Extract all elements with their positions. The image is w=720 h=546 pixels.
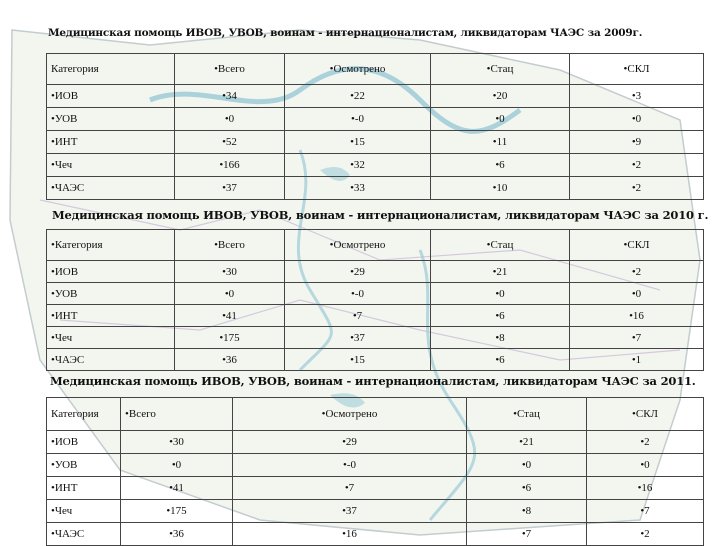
header-examined: •Осмотрено	[285, 54, 431, 85]
cell-examined: •29	[285, 261, 431, 283]
table-row	[47, 431, 704, 454]
cell-examined: •15	[285, 131, 431, 154]
header-examined: •Осмотрено	[233, 398, 467, 431]
title-2009: Медицинская помощь ИВОВ, УВОВ, воинам - интернационалистам, ликвидаторам ЧАЭС за 2009г.	[48, 27, 643, 39]
table-row	[47, 108, 704, 131]
cell-total: •36	[121, 523, 233, 546]
cell-examined: •16	[233, 523, 467, 546]
cell-category: •ИНТ	[47, 477, 121, 500]
title-2011: Медицинская помощь ИВОВ, УВОВ, воинам - интернационалистам, ликвидаторам ЧАЭС за 2011.	[50, 374, 696, 388]
cell-category: •ИНТ	[47, 305, 175, 327]
header-skl: •СКЛ	[570, 54, 704, 85]
cell-category: •УОВ	[47, 454, 121, 477]
cell-skl: •7	[587, 500, 704, 523]
cell-inpatient: •6	[431, 154, 570, 177]
table-row	[47, 283, 704, 305]
cell-total: •30	[175, 261, 285, 283]
header-category: Категория	[47, 398, 121, 431]
header-inpatient: •Стац	[431, 54, 570, 85]
cell-inpatient: •6	[467, 477, 587, 500]
table-row	[47, 327, 704, 349]
cell-total: •30	[121, 431, 233, 454]
cell-inpatient: •21	[431, 261, 570, 283]
header-examined: •Осмотрено	[285, 230, 431, 261]
cell-inpatient: •11	[431, 131, 570, 154]
table-row	[47, 454, 704, 477]
cell-skl: •2	[570, 261, 704, 283]
table-2010	[46, 229, 704, 371]
cell-skl: •0	[570, 283, 704, 305]
cell-category: •Чеч	[47, 327, 175, 349]
cell-category: •УОВ	[47, 283, 175, 305]
header-skl: •СКЛ	[570, 230, 704, 261]
cell-total: •41	[121, 477, 233, 500]
table-row	[47, 154, 704, 177]
table-row	[47, 349, 704, 371]
cell-category: •Чеч	[47, 154, 175, 177]
cell-skl: •1	[570, 349, 704, 371]
cell-skl: •2	[587, 431, 704, 454]
cell-total: •41	[175, 305, 285, 327]
cell-inpatient: •21	[467, 431, 587, 454]
cell-examined: •33	[285, 177, 431, 200]
cell-examined: •-0	[285, 108, 431, 131]
cell-skl: •2	[570, 177, 704, 200]
cell-skl: •0	[570, 108, 704, 131]
cell-inpatient: •20	[431, 85, 570, 108]
cell-category: •ЧАЭС	[47, 523, 121, 546]
table-row	[47, 261, 704, 283]
header-total: •Всего	[121, 398, 233, 431]
cell-total: •36	[175, 349, 285, 371]
cell-category: •ИОВ	[47, 261, 175, 283]
cell-skl: •9	[570, 131, 704, 154]
cell-total: •0	[175, 108, 285, 131]
cell-skl: •7	[570, 327, 704, 349]
table-2011	[46, 397, 704, 546]
table-row	[47, 500, 704, 523]
cell-examined: •-0	[285, 283, 431, 305]
cell-inpatient: •0	[467, 454, 587, 477]
cell-total: •175	[175, 327, 285, 349]
table-row	[47, 131, 704, 154]
cell-skl: •16	[587, 477, 704, 500]
cell-examined: •37	[233, 500, 467, 523]
header-category: Категория	[47, 54, 175, 85]
table-row	[47, 177, 704, 200]
title-2010: Медицинская помощь ИВОВ, УВОВ, воинам - интернационалистам, ликвидаторам ЧАЭС за 2010 г.	[52, 208, 709, 222]
table-row	[47, 477, 704, 500]
cell-examined: •32	[285, 154, 431, 177]
cell-examined: •15	[285, 349, 431, 371]
cell-inpatient: •0	[431, 283, 570, 305]
cell-category: •ИОВ	[47, 85, 175, 108]
table-row	[47, 523, 704, 546]
cell-inpatient: •10	[431, 177, 570, 200]
cell-total: •52	[175, 131, 285, 154]
cell-total: •34	[175, 85, 285, 108]
cell-inpatient: •6	[431, 349, 570, 371]
cell-total: •175	[121, 500, 233, 523]
table-row	[47, 85, 704, 108]
cell-total: •166	[175, 154, 285, 177]
cell-total: •37	[175, 177, 285, 200]
cell-inpatient: •7	[467, 523, 587, 546]
table-header-row	[47, 398, 704, 431]
cell-examined: •29	[233, 431, 467, 454]
table-header-row	[47, 54, 704, 85]
table-row	[47, 305, 704, 327]
header-skl: •СКЛ	[587, 398, 704, 431]
cell-examined: •22	[285, 85, 431, 108]
cell-category: •ИОВ	[47, 431, 121, 454]
header-total: •Всего	[175, 54, 285, 85]
cell-category: •ИНТ	[47, 131, 175, 154]
cell-skl: •16	[570, 305, 704, 327]
cell-inpatient: •8	[431, 327, 570, 349]
cell-skl: •3	[570, 85, 704, 108]
cell-category: •Чеч	[47, 500, 121, 523]
cell-category: •УОВ	[47, 108, 175, 131]
cell-examined: •37	[285, 327, 431, 349]
cell-examined: •7	[233, 477, 467, 500]
header-inpatient: •Стац	[431, 230, 570, 261]
cell-skl: •2	[570, 154, 704, 177]
cell-skl: •2	[587, 523, 704, 546]
cell-inpatient: •0	[431, 108, 570, 131]
cell-category: •ЧАЭС	[47, 349, 175, 371]
table-2009	[46, 53, 704, 200]
cell-total: •0	[121, 454, 233, 477]
cell-inpatient: •8	[467, 500, 587, 523]
header-category: •Категория	[47, 230, 175, 261]
cell-inpatient: •6	[431, 305, 570, 327]
cell-category: •ЧАЭС	[47, 177, 175, 200]
cell-examined: •-0	[233, 454, 467, 477]
cell-skl: •0	[587, 454, 704, 477]
header-inpatient: •Стац	[467, 398, 587, 431]
cell-examined: •7	[285, 305, 431, 327]
table-header-row	[47, 230, 704, 261]
cell-total: •0	[175, 283, 285, 305]
header-total: •Всего	[175, 230, 285, 261]
